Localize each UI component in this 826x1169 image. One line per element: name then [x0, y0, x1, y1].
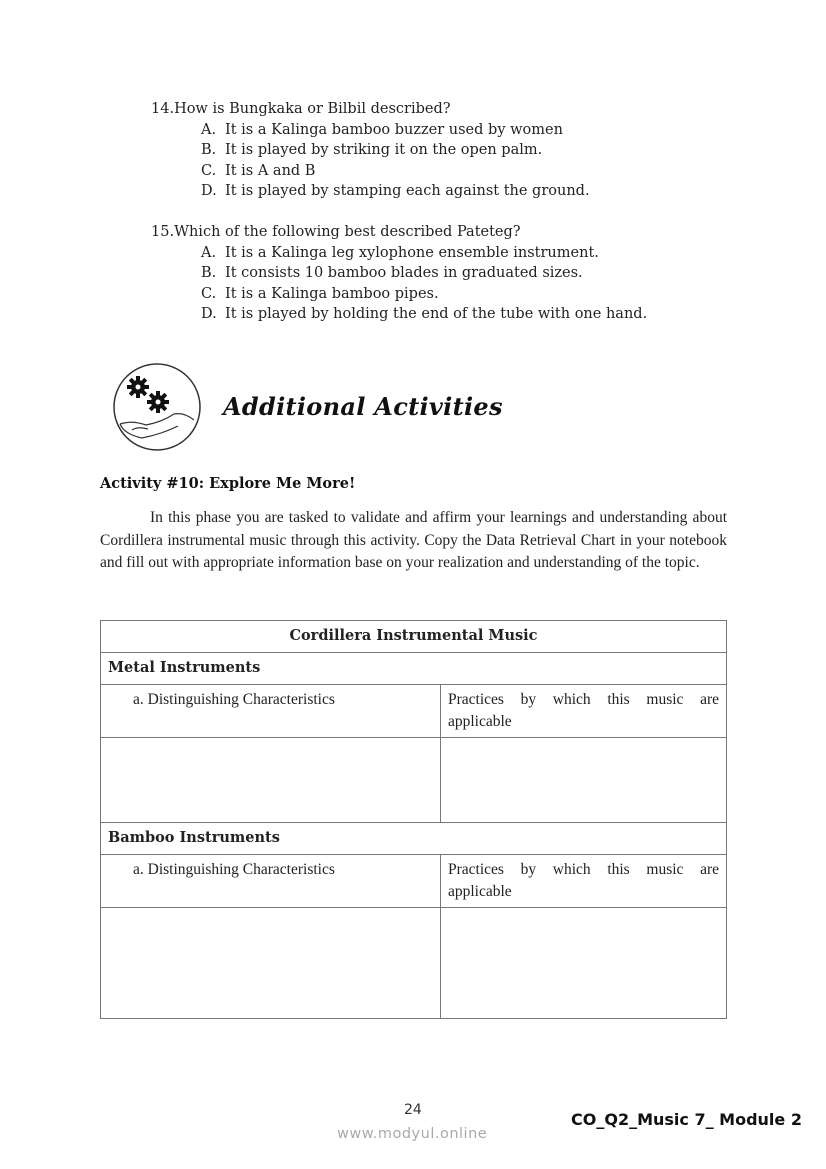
column-distinguishing-characteristics: a. Distinguishing Characteristics: [101, 685, 441, 738]
question-number: 15.: [151, 224, 175, 240]
section-metal-instruments: Metal Instruments: [101, 653, 727, 685]
blank-cell: [441, 908, 727, 1019]
data-retrieval-chart: [100, 620, 727, 1019]
activity-instructions: In this phase you are tasked to validate and affirm your learnings and understanding about Cordillera instrumental music through this activity. Copy the Data Retrieval Chart in your notebook and fill out with appropriate information base on your realization and understanding of the topic.: [100, 509, 727, 571]
question-14: [151, 99, 590, 202]
chart-title: Cordillera Instrumental Music: [101, 621, 727, 653]
gears-in-hand-icon: [112, 362, 202, 452]
option-c: C. It is a Kalinga bamboo pipes.: [201, 285, 439, 302]
option-c: C. It is A and B: [201, 162, 316, 179]
watermark: www.modyul.online: [337, 1126, 488, 1142]
question-number: 14.: [151, 101, 175, 117]
page-number: 24: [404, 1102, 422, 1118]
question-15: [151, 222, 647, 325]
option-a: A. It is a Kalinga bamboo buzzer used by women: [201, 121, 563, 138]
blank-cell: [101, 908, 441, 1019]
option-d: D. It is played by stamping each against the ground.: [201, 183, 590, 200]
option-b: B. It consists 10 bamboo blades in graduated sizes.: [201, 265, 583, 282]
activity-heading: Activity #10: Explore Me More!: [100, 475, 356, 492]
question-stem: How is Bungkaka or Bilbil described?: [174, 101, 451, 117]
question-stem: Which of the following best described Pateteg?: [174, 224, 521, 240]
blank-cell: [101, 738, 441, 823]
option-b: B. It is played by striking it on the open palm.: [201, 142, 543, 159]
column-practices: Practices by which this music are applicable: [441, 685, 727, 738]
section-bamboo-instruments: Bamboo Instruments: [101, 823, 727, 855]
column-distinguishing-characteristics: a. Distinguishing Characteristics: [101, 855, 441, 908]
option-d: D. It is played by holding the end of the tube with one hand.: [201, 306, 648, 323]
module-label: CO_Q2_Music 7_ Module 2: [571, 1110, 802, 1129]
blank-cell: [441, 738, 727, 823]
section-title: Additional Activities: [223, 392, 503, 421]
column-practices: Practices by which this music are applicable: [441, 855, 727, 908]
option-a: A. It is a Kalinga leg xylophone ensemble instrument.: [201, 244, 599, 261]
